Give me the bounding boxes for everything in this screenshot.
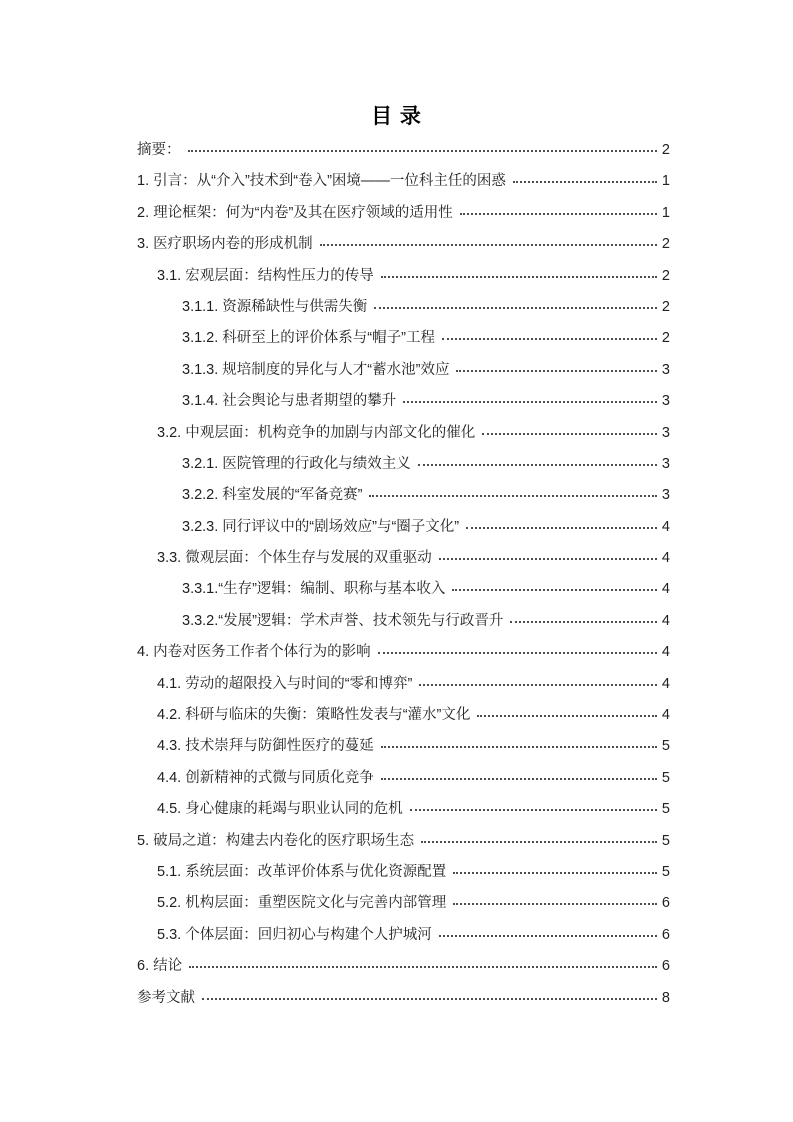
- toc-entry-label: 5.3. 个体层面：回归初心与构建个人护城河: [157, 926, 432, 943]
- toc-entry-label: 5.2. 机构层面：重塑医院文化与完善内部管理: [157, 895, 447, 912]
- toc-entry-page: 5: [661, 801, 670, 818]
- toc-entry-page: 4: [661, 581, 670, 598]
- toc-entry-label: 3.1.2. 科研至上的评价体系与“帽子”工程: [182, 330, 435, 347]
- toc-leader-dots: [439, 935, 657, 937]
- toc-leader-dots: [452, 589, 657, 591]
- toc-entry-label: 3. 医疗职场内卷的形成机制: [137, 236, 313, 253]
- toc-entry[interactable]: [137, 323, 670, 354]
- toc-entry-page: 3: [661, 361, 670, 378]
- toc-leader-dots: [374, 307, 657, 309]
- toc-leader-dots: [477, 715, 657, 717]
- toc-entry-page: 6: [661, 958, 670, 975]
- toc-entry[interactable]: [137, 700, 670, 731]
- toc-entry-label: 3.2.1. 医院管理的行政化与绩效主义: [182, 455, 411, 472]
- toc-entry-label: 1. 引言：从“介入”技术到“卷入”困境——一位科主任的困惑: [137, 173, 506, 190]
- toc-leader-dots: [439, 558, 657, 560]
- toc-entry-label: 3.3. 微观层面：个体生存与发展的双重驱动: [157, 550, 432, 567]
- toc-entry-label: 3.1. 宏观层面：结构性压力的传导: [157, 267, 374, 284]
- toc-entry-page: 5: [661, 832, 670, 849]
- toc-entry-label: 3.1.4. 社会舆论与患者期望的攀升: [182, 393, 397, 410]
- toc-entry-page: 2: [661, 267, 670, 284]
- toc-entry[interactable]: [137, 606, 670, 637]
- toc-entry-label: 3.2. 中观层面：机构竞争的加剧与内部文化的催化: [157, 424, 476, 441]
- toc-entry[interactable]: [137, 574, 670, 605]
- toc-entry-page: 3: [661, 424, 670, 441]
- toc-leader-dots: [403, 401, 657, 403]
- toc-entry[interactable]: [137, 355, 670, 386]
- toc-entry[interactable]: [137, 857, 670, 888]
- toc-entry-label: 4.2. 科研与临床的失衡：策略性发表与“灌水”文化: [157, 707, 471, 724]
- toc-entry[interactable]: [137, 198, 670, 229]
- toc-entry-page: 4: [661, 707, 670, 724]
- toc-entry-page: 4: [661, 518, 670, 535]
- toc-leader-dots: [320, 244, 657, 246]
- toc-leader-dots: [513, 181, 657, 183]
- toc-entry-label: 2. 理论框架：何为“内卷”及其在医疗领域的适用性: [137, 204, 453, 221]
- toc-leader-dots: [369, 495, 657, 497]
- toc-entry[interactable]: [137, 731, 670, 762]
- toc-entry-label: 4.1. 劳动的超限投入与时间的“零和博弈”: [157, 675, 413, 692]
- toc-list: [137, 135, 670, 1014]
- toc-entry-page: 1: [661, 173, 670, 190]
- toc-leader-dots: [510, 621, 657, 623]
- toc-leader-dots: [460, 213, 657, 215]
- toc-entry-page: 6: [661, 895, 670, 912]
- toc-entry[interactable]: [137, 794, 670, 825]
- toc-entry-label: 4.3. 技术崇拜与防御性医疗的蔓延: [157, 738, 374, 755]
- toc-leader-dots: [202, 998, 657, 1000]
- toc-leader-dots: [188, 150, 658, 152]
- toc-entry-label: 3.1.1. 资源稀缺性与供需失衡: [182, 298, 368, 315]
- toc-entry-page: 3: [661, 487, 670, 504]
- toc-leader-dots: [419, 684, 657, 686]
- toc-entry-page: 4: [661, 675, 670, 692]
- toc-entry-label: 摘要：: [137, 142, 181, 158]
- toc-entry[interactable]: [137, 543, 670, 574]
- toc-leader-dots: [466, 527, 657, 529]
- toc-leader-dots: [381, 778, 657, 780]
- toc-entry-label: 参考文献: [137, 989, 195, 1006]
- toc-entry-label: 3.1.3. 规培制度的异化与人才“蓄水池”效应: [182, 361, 450, 378]
- toc-entry[interactable]: [137, 951, 670, 982]
- toc-entry-page: 1: [661, 204, 670, 221]
- toc-entry[interactable]: [137, 418, 670, 449]
- toc-entry-page: 4: [661, 550, 670, 567]
- toc-entry[interactable]: [137, 920, 670, 951]
- toc-entry[interactable]: [137, 449, 670, 480]
- toc-leader-dots: [453, 872, 657, 874]
- toc-leader-dots: [381, 276, 657, 278]
- toc-entry-page: 3: [661, 455, 670, 472]
- toc-entry-page: 4: [661, 644, 670, 661]
- toc-entry[interactable]: [137, 292, 670, 323]
- toc-entry[interactable]: [137, 888, 670, 919]
- toc-entry-label: 3.3.1.“生存”逻辑：编制、职称与基本收入: [182, 581, 446, 598]
- toc-entry-page: 5: [661, 738, 670, 755]
- toc-entry[interactable]: [137, 512, 670, 543]
- toc-entry-label: 3.3.2.“发展”逻辑：学术声誉、技术领先与行政晋升: [182, 612, 504, 629]
- toc-leader-dots: [421, 841, 657, 843]
- toc-entry-page: 6: [661, 926, 670, 943]
- toc-entry[interactable]: [137, 386, 670, 417]
- toc-entry[interactable]: [137, 763, 670, 794]
- toc-entry-page: 8: [661, 989, 670, 1006]
- toc-leader-dots: [456, 370, 657, 372]
- toc-entry-page: 2: [661, 142, 670, 158]
- toc-entry[interactable]: [137, 669, 670, 700]
- toc-leader-dots: [453, 903, 657, 905]
- toc-entry-label: 3.2.2. 科室发展的“军备竞赛”: [182, 487, 363, 504]
- toc-leader-dots: [378, 652, 657, 654]
- toc-leader-dots: [442, 338, 657, 340]
- toc-entry-label: 4.4. 创新精神的式微与同质化竞争: [157, 769, 374, 786]
- toc-entry-page: 5: [661, 769, 670, 786]
- toc-entry-page: 2: [661, 236, 670, 253]
- toc-entry-page: 2: [661, 330, 670, 347]
- toc-entry-page: 5: [661, 863, 670, 880]
- toc-entry[interactable]: [137, 229, 670, 260]
- toc-entry-page: 2: [661, 298, 670, 315]
- toc-entry-label: 3.2.3. 同行评议中的“剧场效应”与“圈子文化”: [182, 518, 460, 535]
- toc-leader-dots: [482, 433, 657, 435]
- toc-leader-dots: [381, 746, 657, 748]
- toc-leader-dots: [410, 809, 657, 811]
- toc-entry-label: 5.1. 系统层面：改革评价体系与优化资源配置: [157, 863, 447, 880]
- toc-entry[interactable]: [137, 135, 670, 166]
- toc-entry-label: 4. 内卷对医务工作者个体行为的影响: [137, 644, 371, 661]
- toc-entry[interactable]: [137, 261, 670, 292]
- toc-entry-label: 4.5. 身心健康的耗竭与职业认同的危机: [157, 801, 403, 818]
- toc-entry-label: 6. 结论: [137, 958, 183, 975]
- toc-entry-page: 4: [661, 612, 670, 629]
- toc-leader-dots: [189, 966, 657, 968]
- toc-entry-page: 3: [661, 393, 670, 410]
- toc-title: 目 录: [371, 105, 422, 128]
- toc-entry[interactable]: [137, 637, 670, 668]
- toc-entry[interactable]: [137, 166, 670, 197]
- toc-entry[interactable]: [137, 826, 670, 857]
- toc-entry[interactable]: [137, 983, 670, 1014]
- toc-entry-label: 5. 破局之道：构建去内卷化的医疗职场生态: [137, 832, 415, 849]
- toc-leader-dots: [418, 464, 657, 466]
- toc-entry[interactable]: [137, 480, 670, 511]
